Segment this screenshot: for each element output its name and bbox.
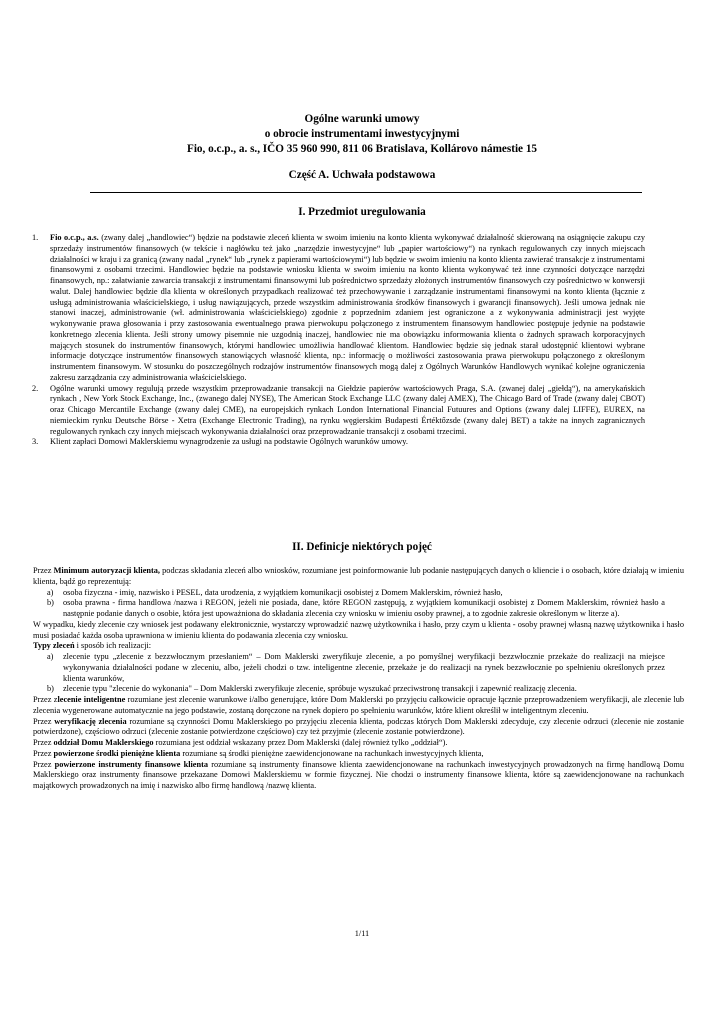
auth-intro-pre: Przez (33, 566, 54, 575)
definition-text: rozumiane są instrumenty finansowe klienta zaewidencjonowane na rachunkach inwestycyjnych prowadzonych na firmę handlową Domu Maklerskiego oraz instrumenty finansowe przekazane Domowi Maklerskiemu w formie fizycznej. Nie chodzi o instrumenty finansowe klienta, które są zaewidencjonowane na rachunkach majątkowych prowadzonych na imię i nazwisko albo firmę handlową /nazwę klienta. (33, 759, 684, 790)
list-item-lead: Fio o.c.p., a.s. (50, 233, 99, 242)
doc-title: Ogólne warunki umowy (304, 113, 420, 125)
list-item-letter: a) (47, 652, 54, 661)
definition-pre: Przez (33, 716, 55, 726)
heading-divider (90, 192, 642, 193)
definition-term: powierzone środki pieniężne klienta (53, 748, 181, 758)
list-item-text: zlecenie typu „zlecenie z bezzwłocznym przesłaniem“ – Dom Maklerski zweryfikuje zlecenie, a po pomyślnej weryfikacji bezzwłocznie przekaże do realizacji na miejsce wykonywania działalności podane w zleceniu, albo, jeżeli chodzi o tzw. inteligentne zlecenie, przekaże je do realizacji na rynek bezzwłocznie po spełnieniu określonych przez klienta warunków, (63, 652, 665, 683)
list-item-text: zlecenie typu "zlecenie do wykonania" – Dom Maklerski zweryfikuje zlecenie, spróbuje wyszukać przeciwstronę transakcji i zapewnić realizację zlecenia. (63, 684, 577, 694)
part-heading: Część A. Uchwała podstawowa (288, 169, 436, 181)
auth-intro (33, 566, 684, 588)
order-types-text: i sposób ich realizacji: (74, 641, 152, 651)
page-number: 1/11 (354, 929, 370, 938)
list-item-number: 3. (32, 437, 39, 447)
list-item-text: osoba fizyczna - imię, nazwisko i PESEL, data urodzenia, z wyjątkiem komunikacji osobistej z Domem Maklerskim, również hasło, (63, 587, 503, 597)
section1-list (32, 233, 645, 448)
order-types-term: Typy zleceń (33, 641, 75, 651)
definition-pre: Przez z (33, 695, 58, 704)
definition-pre: Przez (33, 748, 54, 758)
company-line: Fio, o.c.p., a. s., IČO 35 960 990, 811 06 Bratislava, Kollárovo námestie 15 (186, 143, 538, 155)
definition-text: rozumiane są środki pieniężne zaewidencjonowane na rachunkach inwestycyjnych klienta, (180, 748, 484, 758)
list-item-letter: b) (47, 684, 54, 694)
order-types-heading (33, 641, 684, 652)
list-item (47, 588, 665, 599)
definition-term: oddział Domu Maklerskiego (53, 738, 154, 747)
list-item-letter: b) (47, 598, 54, 608)
definition (33, 760, 684, 792)
list-item-text: osoba prawna - firma handlowa /nazwa i REGON, jeżeli nie posiada, dane, które REGON zastępują, z wyjątkiem komunikacji osobistej z Domem Maklerskim, również hasło a następnie podanie danych o osobie, która jest upoważniona do składania zlecenia czy wniosku w imieniu osoby prawnej, a to zgodnie zakresie określonym w literze a). (63, 598, 665, 618)
definition-term: weryfikację zlecenia (54, 716, 127, 726)
doc-subtitle: o obrocie instrumentami inwestycyjnymi (264, 128, 460, 140)
list-item (47, 652, 665, 684)
auth-intro-term: Minimum autoryzacji klienta, (53, 566, 160, 575)
definition-pre: Przez (33, 738, 54, 747)
definition (33, 749, 684, 760)
definition-term: powierzone instrumenty finansowe klienta (54, 759, 209, 769)
list-item-text: Ogólne warunki umowy regulują przede wszystkim przeprowadzanie transakcji na Giełdzie papierów wartościowych Praga, S.A. (zwanej dalej „giełdą“), na amerykańskich rynkach , New York Stock Exchange, Inc., (zwanego dalej NYSE), The American Stock Exchange LLC (zwany dalej AMEX), The Chicago Bard of Trade (zwany dalej CBOT) oraz Chicago Mercantile Exchange (zwany dalej CME), na europejskich rynkach London International Financial Futuures and Options (zwany dalej LIFFE), EUREX, na niemieckim rynku Deutsche Börse - Xetra (Exchange Electronic Trading), na rynku węgierskim Budapesti Értéktőzsde (zwany dalej BET) a także na innych zagranicznych regulowanych rynkach czy innych miejscach wykonywania działalności oraz przeprowadzanie transakcji z osobami trzecimi. (50, 383, 645, 436)
list-item (47, 598, 665, 620)
list-item-text: Klient zapłaci Domowi Maklerskiemu wynagrodzenie za usługi na podstawie Ogólnych warunków umowy. (50, 437, 408, 447)
electronic-note: W wypadku, kiedy zlecenie czy wniosek jest podawany elektronicznie, wystarczy wprowadzić nazwę użytkownika i hasło, przy czym u klienta - osoby prawnej własną nazwę użytkownika i hasło musi posiadać każda osoba uprawniona w imieniu klienta do podawania zlecenia czy wniosku. (33, 619, 684, 640)
definition-text: rozumiane jest zlecenie warunkowe i/albo generujące, które Dom Maklerski po przyjęciu całkowicie opracuje łącznie przeprowadzeniem weryfikacji, ale zlecenie lub zlecenia wygenerowane automatycznie na jego podstawie, zostaną doręczone na rynek dopiero po spełnieniu warunków, które klient określił w inteligentnym zleceniu. (33, 695, 685, 715)
list-item (32, 233, 645, 384)
definition-text: rozumiana jest oddział wskazany przez Dom Maklerski (dalej również tylko „oddział“). (153, 738, 448, 747)
order-types-list (33, 652, 665, 695)
definition (33, 717, 684, 739)
section1-title: I. Przedmiot uregulowania (298, 206, 426, 218)
section2-body (33, 566, 684, 792)
definition-pre: Przez (33, 759, 55, 769)
auth-list (33, 588, 665, 620)
auth-intro-text: podczas składania zleceń albo wniosków, rozumiane jest poinformowanie lub podanie następujących danych o kliencie i o osobach, które działają w imieniu klienta, bądź go reprezentują: (33, 566, 684, 586)
list-item-number: 1. (32, 233, 39, 242)
list-item-number: 2. (32, 383, 39, 393)
definition-text: rozumiane są czynności Domu Maklerskiego po przyjęciu zlecenia klienta, podczas których Dom Maklerski zdecyduje, czy zlecenie odrzuci (zlecenie nie zostanie potwierdzone), częściowo odrzuci (zlecenie zostanie potwierdzone częściowo) czy też przyjmie (zlecenie zostanie potwierdzone). (33, 716, 684, 737)
list-item (32, 437, 645, 448)
definition (33, 695, 684, 717)
definition (33, 738, 684, 749)
definition-term: lecenie inteligentne (57, 695, 126, 704)
list-item (32, 384, 645, 438)
list-item-text: (zwany dalej „handlowiec“) będzie na podstawie zleceń klienta w swoim imieniu na konto klienta wykonywać działalność skierowaną na osiągnięcie zakupu czy sprzedaży instrumentów finansowych (w tekście i nagłówku też jako „narzędzie inwestycyjne“ lub „papier wartościowy“) na rynkach regulowanych czy innych miejscach działalności w kraju i za granicą (zwany nadal „rynek“ lub „rynek z papierami wartościowymi“) lub będzie w swoim imieniu na konto klienta zawierać transakcje z instrumentami finansowymi z osobami trzecimi. Handlowiec będzie na podstawie wniosku klienta w swoim imieniu na konto klienta wykonywać też inne czynności dotyczące narzędzi finansowych, np.: załatwianie zawarcia transakcji z instrumentami finansowymi lub pośrednictwo sprzedaży złożonych instrumentów finansowych czy pośrednictwo w konwersji walut. Dalej handlowiec będzie dla klienta w określonych przypadkach realizować też przechowywanie i zarządzanie instrumentami finansowymi na konto klienta (łącznie z usługą administrowania właścicielskiego, i usług nawiązujących, przede wszystkim administrowania środków finansowych i gwarancji finansowych). Jeśli umowa jednak nie stanowi inaczej, administrowanie (wł. administrowania właścicielskiego) zgodnie z poprzednim zdaniem jest ograniczone a z wykonywania administracji jest wyjęte wykonywanie prawa głosowania i przy zastosowania ewentualnego prawa pierwokupu połączonego z instrumentem finansowym handlowiec postępuje jedynie na podstawie konkretnego zlecenia klienta. Jeśli strony umowy pisemnie nie uzgodnią inaczej, handlowiec nie ma obowiązku informowania klienta o żadnych sprawach korporacyjnych mających stosunek do instrumentów finansowych, którymi handlowiec umożliwia handlować klientom. Handlowiec będzie się jednak starał udostępnić klientowi wybrane informacje dotyczące instrumentów finansowych stanowiących własność klienta, np.: informację o możliwości zastosowania prawa pierwokupu połączonego z określonym instrumentem finansowym. W stosunku do poszczególnych rodzajów instrumentów finansowych mogą dalej z Ogólnych Warunków Handlowych wynikać kolejne ograniczenia zakresu zarządzania czy administrowania właścicielskiego. (50, 233, 645, 382)
list-item-letter: a) (47, 587, 54, 597)
list-item (47, 684, 665, 695)
section2-title: II. Definicje niektórych pojęć (292, 541, 432, 553)
